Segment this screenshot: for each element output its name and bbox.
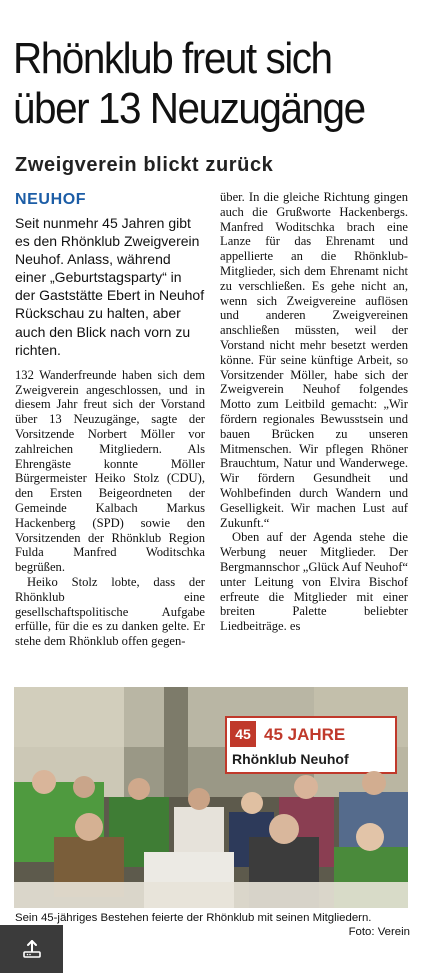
upload-icon xyxy=(21,938,43,960)
svg-text:45: 45 xyxy=(235,726,251,742)
body-paragraph: 132 Wanderfreunde haben sich dem Zweigverein angeschlossen, und in diesem Jahr freut sich der Vorstand über 13 Neuzugänge, sagte der Vorsitzende Norbert Möller vor zahlreichen Mitgliedern. Als Ehrengäste konnte Möller Bürgermeister Heiko Stolz (CDU), den Ersten Beigeordneten der Gemeinde Kalbach Markus Hackenberg (SPD) sowie den Vorsitzenden der Rhönklub Region Fulda Manfred Woditschka begrüßen. xyxy=(15,367,205,575)
banner-line-2: Rhönklub Neuhof xyxy=(232,751,349,767)
photo-illustration xyxy=(14,687,408,908)
caption-text: Sein 45-jähriges Bestehen feierte der Rhönklub mit seinen Mitgliedern. xyxy=(15,912,372,924)
subheadline: Zweigverein blickt zurück xyxy=(15,154,274,176)
body-text-left xyxy=(15,368,205,649)
dateline: NEUHOF xyxy=(15,191,87,208)
headline xyxy=(13,34,381,134)
body-paragraph: über. In die gleiche Richtung gingen auch die Grußworte Hackenbergs. Manfred Woditschka brach eine Lanze für das Ehrenamt und appellierte an die Rhönklub-Mitglieder, sich dem Ehrenamt nicht zu verschließen. Es gehe nicht an, wenn sich Zweigvereine auflösen und anderen Zweigvereinen anschließen müssten, weil der Vorstand nicht mehr besetzt werden könne. Für seine künftige Arbeit, so Vorsitzender Möller, habe sich der Zweigverein Neuhof folgendes Motto zum Leitbild gemacht: „Wir fördern regionales Bewusstsein und bauen Brücken zu unseren Mitmenschen. Wir pflegen Rhöner Brauchtum, Natur und Wanderwege. Wir fördern Gesundheit und Wohlbefinden durch Wandern und Geselligkeit. Wir machen Lust auf Zukunft.“ xyxy=(220,190,408,530)
article-photo xyxy=(14,687,408,908)
article-column-left xyxy=(15,190,205,649)
banner-line-1: 45 JAHRE xyxy=(264,725,346,744)
photo-credit: Foto: Verein xyxy=(348,926,410,938)
headline-line-1: Rhönklub freut sich xyxy=(13,34,332,83)
headline-line-2: über 13 Neuzugänge xyxy=(13,84,365,133)
photo-caption xyxy=(15,911,410,938)
upload-button[interactable] xyxy=(0,925,63,973)
body-paragraph: Oben auf der Agenda stehe die Werbung neuer Mitglieder. Der Bergmannschor „Glück Auf Neuhof“ unter Leitung von Elvira Bischof erfreute die Mitglieder mit einer breiten Palette beliebter Liedbeiträge. es xyxy=(220,530,408,634)
lead-paragraph: Seit nunmehr 45 Jahren gibt es den Rhönklub Zweigverein Neuhof. Anlass, während einer „Geburtstagsparty“ in der Gaststätte Ebert in Neuhof Rückschau zu halten, aber auch den Blick nach vorn zu richten. xyxy=(15,215,205,358)
body-paragraph: Heiko Stolz lobte, dass der Rhönklub eine gesellschaftspolitische Aufgabe erfülle, für die es zu danken gelte. Er stehe dem Rhönklub offen gegen- xyxy=(15,574,205,649)
body-text-right xyxy=(220,190,408,634)
article-column-right xyxy=(220,190,408,634)
